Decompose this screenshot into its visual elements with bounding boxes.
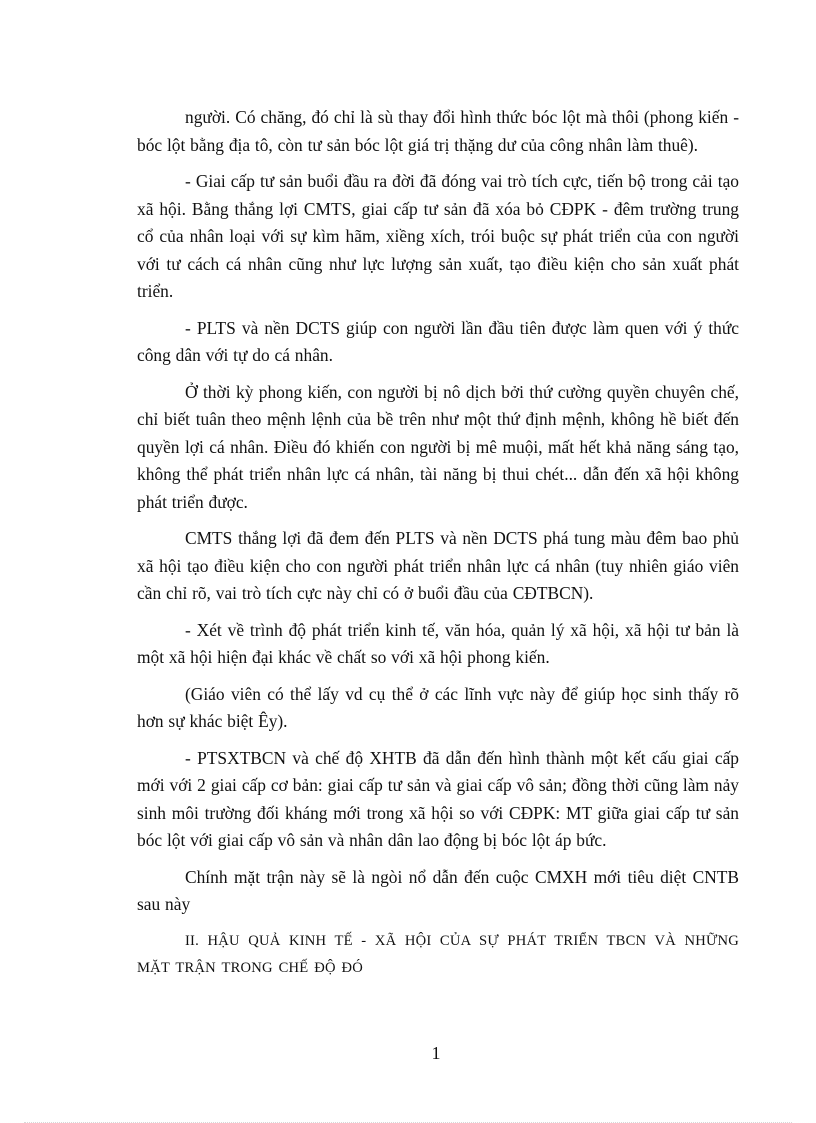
paragraph-bourgeoisie-role: - Giai cấp tư sản buổi đầu ra đời đã đóng vai trò tích cực, tiến bộ trong cải tạo xã hội. Bằng thắng lợi CMTS, giai cấp tư sản đã xóa bỏ CĐPK - đêm trường trung cổ của nhân loại với sự kìm hãm, xiềng xích, trói buộc sự phát triển của con người với tư cách cá nhân cũng như lực lượng sản xuất, tạo điều kiện cho sản xuất phát triển. (137, 171, 739, 301)
paragraph-civic-awareness: - PLTS và nền DCTS giúp con người lần đầu tiên được làm quen với ý thức công dân với tự do cá nhân. (137, 317, 739, 365)
paragraph-conclusion: Chính mặt trận này sẽ là ngòi nổ dẫn đến cuộc CMXH mới tiêu diệt CNTB sau này (137, 866, 739, 914)
paragraph-continuation: người. Có chăng, đó chỉ là sù thay đổi hình thức bóc lột mà thôi (phong kiến - bóc lột bằng địa tô, còn tư sản bóc lột giá trị thặng dư của công nhân làm thuê). (137, 107, 739, 155)
section-heading: II. HẬU QUẢ KINH TẾ - XÃ HỘI CỦA SỰ PHÁT TRIỂN TBCN VÀ NHỮNG MẶT TRẬN TRONG CHẾ ĐỘ ĐÓ (137, 932, 739, 976)
paragraph-feudal-period: Ở thời kỳ phong kiến, con người bị nô dịch bởi thứ cường quyền chuyên chế, chỉ biết tuân theo mệnh lệnh của bề trên như một thứ định mệnh, không hề biết đến quyền lợi cá nhân. Điều đó khiến con người bị mê muội, mất hết khả năng sáng tạo, không thể phát triển nhân lực cá nhân, tài năng bị thui chét... dẫn đến xã hội không phát triển được. (137, 381, 739, 512)
paragraph-class-structure: - PTSXTBCN và chế độ XHTB đã dẫn đến hình thành một kết cấu giai cấp mới với 2 giai cấp cơ bản: giai cấp tư sản và giai cấp vô sản; đồng thời cũng làm nảy sinh môi trường đối kháng mới trong xã hội so với CĐPK: MT giữa giai cấp tư sản bóc lột với giai cấp vô sản và nhân dân lao động bị bóc lột áp bức. (137, 747, 739, 850)
paragraph-teacher-note: (Giáo viên có thể lấy vd cụ thể ở các lĩnh vực này để giúp học sinh thấy rõ hơn sự khác biệt Êy). (137, 683, 739, 731)
paragraph-development-level: - Xét về trình độ phát triển kinh tế, văn hóa, quản lý xã hội, xã hội tư bản là một xã hội hiện đại khác về chất so với xã hội phong kiến. (137, 619, 739, 667)
page-body (137, 104, 739, 983)
page-number: 1 (431, 1043, 441, 1063)
paragraph-revolution-victory: CMTS thắng lợi đã đem đến PLTS và nền DCTS phá tung màu đêm bao phủ xã hội tạo điều kiện cho con người phát triển nhân lực cá nhân (tuy nhiên giáo viên cần chỉ rõ, vai trò tích cực này chỉ có ở buổi đầu của CĐTBCN). (137, 528, 739, 603)
